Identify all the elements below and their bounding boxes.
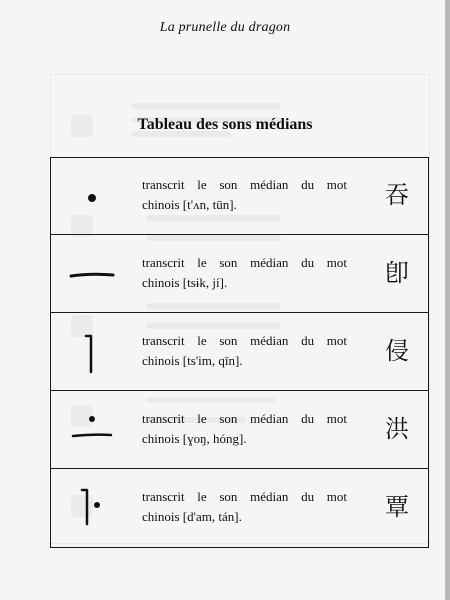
description-line: chinois [d'am, tán]. bbox=[142, 509, 242, 524]
description-line: transcrit le son médian du mot bbox=[142, 177, 347, 192]
horizontal-stroke-symbol bbox=[51, 236, 131, 313]
dot-mark-symbol bbox=[51, 158, 131, 235]
row-description bbox=[142, 175, 347, 215]
page-edge-shadow bbox=[445, 0, 450, 600]
table-row bbox=[51, 236, 428, 313]
description-line: chinois [t'ʌn, tūn]. bbox=[142, 197, 237, 212]
medial-sounds-table bbox=[50, 157, 429, 548]
example-character: 吞 bbox=[385, 183, 409, 209]
description-line: transcrit le son médian du mot bbox=[142, 255, 347, 270]
description-line: chinois [tsɨk, jí]. bbox=[142, 275, 228, 290]
table-row bbox=[51, 158, 428, 235]
example-character: 侵 bbox=[385, 339, 409, 365]
description-line: chinois [ɣoŋ, hóng]. bbox=[142, 431, 247, 446]
description-line: transcrit le son médian du mot bbox=[142, 489, 347, 504]
running-title: La prunelle du dragon bbox=[159, 20, 291, 35]
row-description bbox=[142, 487, 347, 527]
dot-over-stroke-symbol bbox=[51, 392, 131, 469]
show-through-line bbox=[131, 103, 281, 109]
description-line: transcrit le son médian du mot bbox=[142, 333, 347, 348]
description-line: chinois [ts'im, qīn]. bbox=[142, 353, 243, 368]
row-description bbox=[142, 409, 347, 449]
example-character: 洪 bbox=[385, 417, 409, 443]
vertical-stroke-symbol bbox=[51, 314, 131, 391]
row-description bbox=[142, 331, 347, 371]
description-line: transcrit le son médian du mot bbox=[142, 411, 347, 426]
row-description bbox=[142, 253, 347, 293]
example-character: 覃 bbox=[385, 495, 409, 521]
table-row bbox=[51, 470, 428, 546]
stroke-with-dot-symbol bbox=[51, 470, 131, 547]
table-row bbox=[51, 392, 428, 469]
table-title: Tableau des sons médians bbox=[137, 116, 313, 133]
example-character: 卽 bbox=[385, 261, 409, 287]
table-row bbox=[51, 314, 428, 391]
